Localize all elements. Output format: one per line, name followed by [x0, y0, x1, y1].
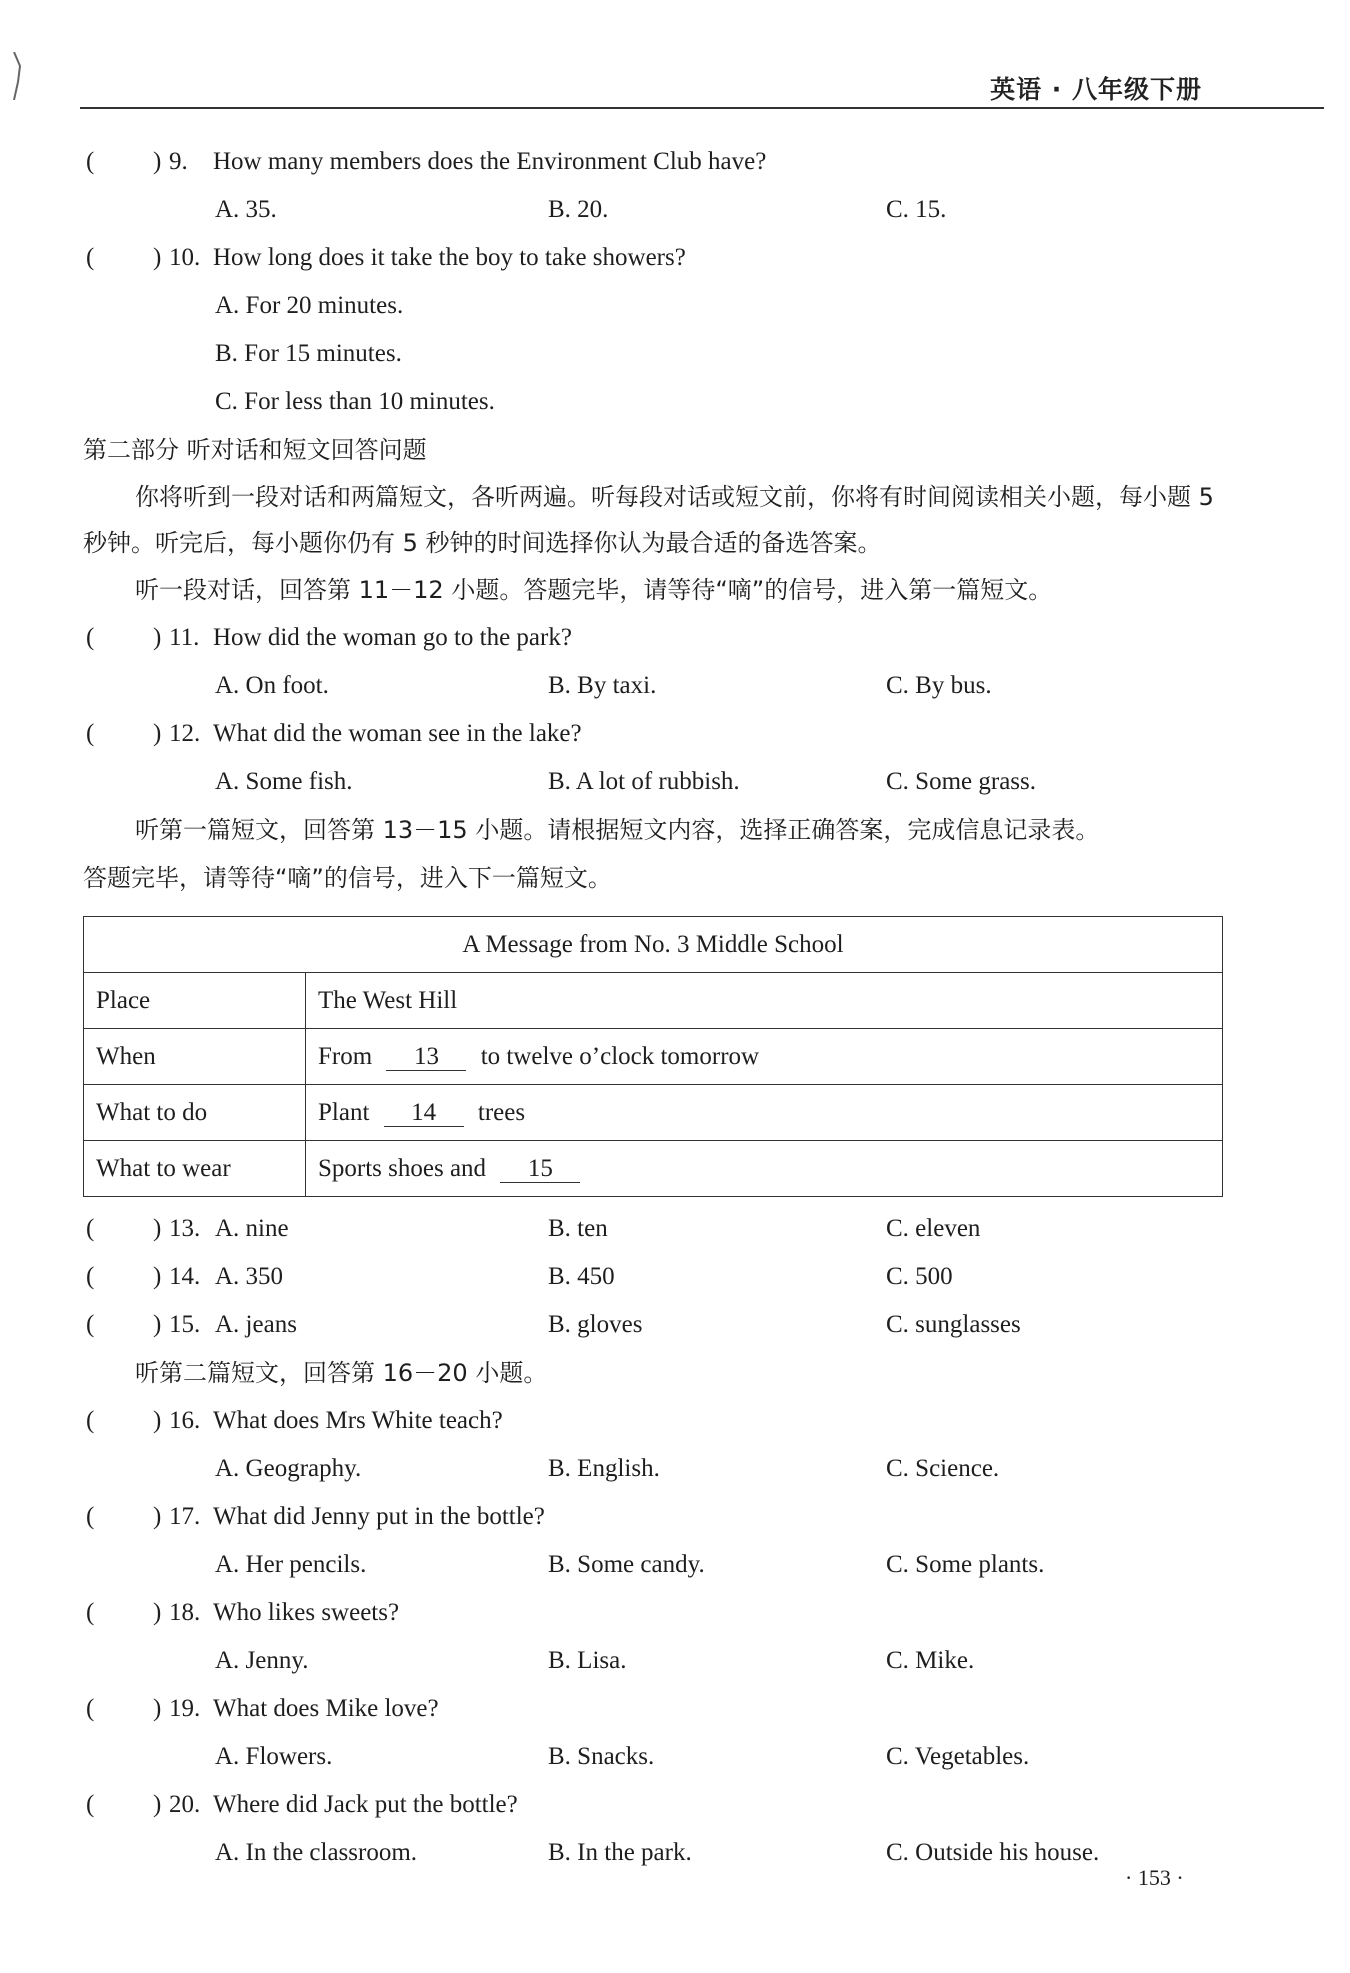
question-text: How many members does the Environment Club have? [213, 148, 767, 175]
question-number: 15. [169, 1311, 201, 1338]
blank-14[interactable]: 14 [384, 1100, 464, 1127]
option-b: B. gloves [548, 1311, 643, 1338]
answer-paren-close: ) [153, 244, 162, 271]
option-b: B. In the park. [548, 1839, 692, 1866]
question-10-option-a [83, 282, 1233, 330]
question-text: How long does it take the boy to take showers? [213, 244, 686, 271]
option-b: B. ten [548, 1215, 608, 1242]
row-value-when [306, 1029, 1223, 1085]
option-c: C. Some grass. [886, 768, 1036, 795]
row-label-place: Place [84, 973, 306, 1029]
option-c: C. By bus. [886, 672, 992, 699]
question-10-option-b [83, 330, 1233, 378]
table-caption: A Message from No. 3 Middle School [84, 917, 1223, 973]
question-10 [83, 234, 1233, 282]
answer-paren-close: ) [153, 1311, 162, 1338]
question-text: How did the woman go to the park? [213, 624, 572, 651]
option-b: B. By taxi. [548, 672, 657, 699]
question-11 [83, 614, 1233, 662]
answer-paren-open: ( [86, 1695, 95, 1722]
question-20-options [83, 1829, 1233, 1877]
answer-paren-close: ) [153, 1215, 162, 1242]
option-a: A. Flowers. [215, 1743, 333, 1770]
question-17 [83, 1493, 1233, 1541]
question-12-options [83, 758, 1233, 806]
question-number: 12. [169, 720, 201, 747]
blank-13[interactable]: 13 [386, 1044, 466, 1071]
question-number: 16. [169, 1407, 201, 1434]
answer-paren-open: ( [86, 1791, 95, 1818]
answer-paren-close: ) [153, 624, 162, 651]
question-9 [83, 138, 1233, 186]
option-a: A. 35. [215, 196, 277, 223]
answer-paren-close: ) [153, 1503, 162, 1530]
option-b: B. English. [548, 1455, 660, 1482]
option-c: C. eleven [886, 1215, 981, 1242]
row-value-what-to-do [306, 1085, 1223, 1141]
header-rule [80, 107, 1324, 109]
question-text: What does Mrs White teach? [213, 1407, 503, 1434]
question-18-options [83, 1637, 1233, 1685]
answer-paren-open: ( [86, 1599, 95, 1626]
question-16 [83, 1397, 1233, 1445]
option-c: C. Vegetables. [886, 1743, 1030, 1770]
question-number: 9. [169, 148, 188, 175]
answer-paren-open: ( [86, 244, 95, 271]
option-a: A. For 20 minutes. [215, 292, 404, 319]
option-c: C. For less than 10 minutes. [215, 388, 495, 415]
answer-paren-close: ) [153, 1791, 162, 1818]
question-text: What did Jenny put in the bottle? [213, 1503, 545, 1530]
option-c: C. Science. [886, 1455, 1000, 1482]
question-10-option-c [83, 378, 1233, 426]
option-c: C. Some plants. [886, 1551, 1045, 1578]
answer-paren-close: ) [153, 148, 162, 175]
option-c: C. Mike. [886, 1647, 975, 1674]
question-15 [83, 1301, 1233, 1349]
question-19-options [83, 1733, 1233, 1781]
row-label-what-to-do: What to do [84, 1085, 306, 1141]
answer-paren-open: ( [86, 1215, 95, 1242]
passage1-intro: 听第一篇短文，回答第 13－15 小题。请根据短文内容，选择正确答案，完成信息记录表。 [135, 816, 1100, 844]
option-b: B. 20. [548, 196, 609, 223]
table-row [84, 1085, 1223, 1141]
option-a: A. In the classroom. [215, 1839, 418, 1866]
option-a: A. Some fish. [215, 768, 353, 795]
option-a: A. 350 [215, 1263, 284, 1290]
question-number: 18. [169, 1599, 201, 1626]
answer-paren-close: ) [153, 720, 162, 747]
option-a: A. Jenny. [215, 1647, 309, 1674]
row-value-place: The West Hill [306, 973, 1223, 1029]
table-row [84, 917, 1223, 973]
question-13 [83, 1205, 1233, 1253]
page-number: · 153 · [1125, 1865, 1184, 1890]
question-11-options [83, 662, 1233, 710]
question-number: 19. [169, 1695, 201, 1722]
passage2-intro: 听第二篇短文，回答第 16－20 小题。 [135, 1359, 548, 1387]
answer-paren-close: ) [153, 1599, 162, 1626]
option-a: A. Geography. [215, 1455, 362, 1482]
section-title: 第二部分 听对话和短文回答问题 [83, 436, 427, 464]
row-label-what-to-wear: What to wear [84, 1141, 306, 1197]
row-value-what-to-wear [306, 1141, 1223, 1197]
question-text: Where did Jack put the bottle? [213, 1791, 518, 1818]
worksheet-content [83, 138, 1233, 1877]
when-suffix: to twelve o’clock tomorrow [480, 1042, 760, 1070]
info-record-table [83, 916, 1223, 1197]
dialogue-intro: 听一段对话，回答第 11－12 小题。答题完毕，请等待“嘀”的信号，进入第一篇短文。 [135, 576, 1053, 604]
question-18 [83, 1589, 1233, 1637]
blank-15[interactable]: 15 [500, 1156, 580, 1183]
question-9-options [83, 186, 1233, 234]
page-edge-mark [12, 52, 22, 100]
table-row [84, 1141, 1223, 1197]
option-a: A. On foot. [215, 672, 329, 699]
section-instructions: 你将听到一段对话和两篇短文，各听两遍。听每段对话或短文前，你将有时间阅读相关小题，每小题 5 秒钟。听完后，每小题你仍有 5 秒钟的时间选择你认为最合适的备选答案。 [83, 483, 1214, 557]
option-b: B. Some candy. [548, 1551, 705, 1578]
do-prefix: Plant [318, 1098, 370, 1126]
answer-paren-open: ( [86, 1407, 95, 1434]
question-17-options [83, 1541, 1233, 1589]
option-c: C. Outside his house. [886, 1839, 1100, 1866]
row-label-when: When [84, 1029, 306, 1085]
option-b: B. 450 [548, 1263, 615, 1290]
option-b: B. For 15 minutes. [215, 340, 402, 367]
do-suffix: trees [477, 1098, 526, 1126]
option-a: A. Her pencils. [215, 1551, 367, 1578]
question-text: Who likes sweets? [213, 1599, 400, 1626]
question-12 [83, 710, 1233, 758]
wear-prefix: Sports shoes and [318, 1154, 487, 1182]
header-title: 英语 · 八年级下册 [990, 75, 1202, 104]
passage1-intro-cont: 答题完毕，请等待“嘀”的信号，进入下一篇短文。 [83, 864, 612, 892]
question-20 [83, 1781, 1233, 1829]
question-number: 11. [169, 624, 200, 651]
option-a: A. nine [215, 1215, 289, 1242]
question-number: 17. [169, 1503, 201, 1530]
question-text: What did the woman see in the lake? [213, 720, 582, 747]
question-number: 10. [169, 244, 201, 271]
answer-paren-open: ( [86, 720, 95, 747]
when-prefix: From [318, 1042, 373, 1070]
question-number: 13. [169, 1215, 201, 1242]
answer-paren-close: ) [153, 1407, 162, 1434]
option-c: C. sunglasses [886, 1311, 1021, 1338]
table-row [84, 973, 1223, 1029]
answer-paren-close: ) [153, 1263, 162, 1290]
question-number: 14. [169, 1263, 201, 1290]
option-b: B. Snacks. [548, 1743, 655, 1770]
question-14 [83, 1253, 1233, 1301]
answer-paren-open: ( [86, 148, 95, 175]
question-16-options [83, 1445, 1233, 1493]
option-b: B. Lisa. [548, 1647, 627, 1674]
answer-paren-open: ( [86, 1311, 95, 1338]
answer-paren-open: ( [86, 1263, 95, 1290]
question-number: 20. [169, 1791, 201, 1818]
table-row [84, 1029, 1223, 1085]
option-c: C. 500 [886, 1263, 953, 1290]
answer-paren-open: ( [86, 624, 95, 651]
question-19 [83, 1685, 1233, 1733]
option-a: A. jeans [215, 1311, 297, 1338]
option-b: B. A lot of rubbish. [548, 768, 740, 795]
option-c: C. 15. [886, 196, 947, 223]
answer-paren-open: ( [86, 1503, 95, 1530]
answer-paren-close: ) [153, 1695, 162, 1722]
question-text: What does Mike love? [213, 1695, 439, 1722]
